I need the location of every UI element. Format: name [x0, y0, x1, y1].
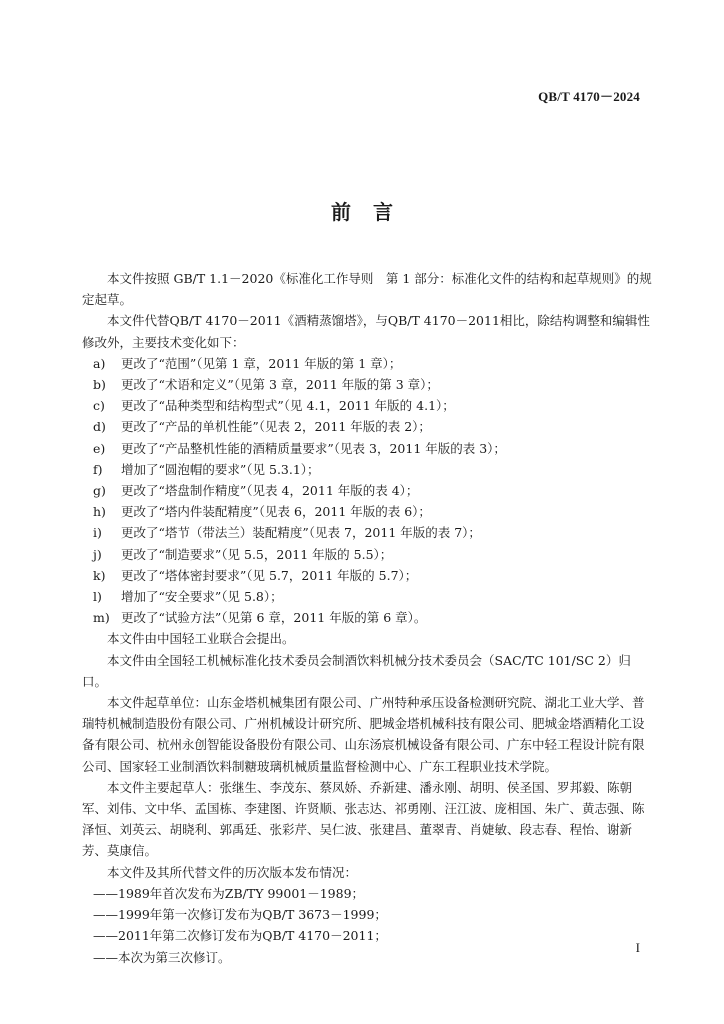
changes-list	[82, 353, 654, 629]
list-item-label: m)	[93, 610, 110, 626]
list-item-text: 更改了“塔体密封要求”（见 5.7，2011 年版的 5.7）；	[121, 567, 418, 583]
list-item	[82, 544, 654, 565]
page-number: I	[635, 940, 640, 955]
history-heading: 本文件及其所代替文件的历次版本发布情况：	[107, 864, 358, 880]
list-item	[82, 501, 654, 522]
list-item-label: f)	[93, 461, 103, 477]
list-item-label: j)	[93, 546, 102, 562]
list-item	[82, 395, 654, 416]
list-item	[82, 522, 654, 543]
list-item-label: l)	[93, 589, 102, 605]
list-item-text: 更改了“范围”（见第 1 章，2011 年版的第 1 章）；	[121, 355, 402, 371]
list-item	[82, 480, 654, 501]
list-item-label: c)	[93, 398, 105, 414]
history-item: ——1989年首次发布为ZB/TY 99001－1989；	[93, 885, 365, 901]
list-item-label: k)	[93, 567, 106, 583]
list-item-label: i)	[93, 525, 102, 541]
page-title: 前言	[331, 200, 415, 224]
intro-paragraph: 本文件代替QB/T 4170－2011《酒精蒸馏塔》，与QB/T 4170－2011相比，除结构调整和编辑性修改外，主要技术变化如下：	[82, 313, 650, 350]
list-item	[82, 459, 654, 480]
history-item: ——本次为第三次修订。	[93, 949, 231, 965]
list-item	[82, 565, 654, 586]
list-item	[82, 607, 654, 628]
list-item-text: 更改了“术语和定义”（见第 3 章，2011 年版的第 3 章）；	[121, 377, 439, 393]
list-item	[82, 374, 654, 395]
drafters-paragraph: 本文件主要起草人：张继生、李茂东、蔡凤娇、乔新建、潘永刚、胡明、侯圣国、罗邦毅、陈朝军、刘伟、文中华、孟国栋、李建图、许贤顺、张志达、祁勇刚、汪江波、庞相国、朱广、黄志强、陈泽恒、刘英云、胡晓利、郭禹廷、张彩芹、吴仁波、张建昌、董翠青、肖婕敏、段志春、程怡、谢新芳、莫康信。	[82, 779, 645, 859]
list-item-text: 增加了“安全要求”（见 5.8）；	[121, 589, 283, 605]
list-item-label: e)	[93, 440, 106, 456]
list-item-text: 更改了“产品整机性能的酒精质量要求”（见表 3，2011 年版的表 3）；	[121, 440, 506, 456]
list-item-text: 更改了“制造要求”（见 5.5，2011 年版的 5.5）；	[121, 546, 393, 562]
intro-paragraph: 本文件按照 GB/T 1.1－2020《标准化工作导则 第 1 部分：标准化文件的结构和起草规则》的规定起草。	[82, 271, 652, 308]
list-item-label: g)	[93, 483, 106, 499]
history-item: ——2011年第二次修订发布为QB/T 4170－2011；	[93, 928, 387, 944]
list-item	[82, 353, 654, 374]
list-item-label: d)	[93, 419, 106, 435]
list-item	[82, 416, 654, 437]
list-item-text: 更改了“产品的单机性能”（见表 2，2011 年版的表 2）；	[121, 419, 431, 435]
list-item	[82, 438, 654, 459]
list-item-text: 更改了“塔节（带法兰）装配精度”（见表 7，2011 年版的表 7）；	[121, 525, 481, 541]
foreword-content	[82, 268, 654, 968]
list-item-text: 更改了“塔盘制作精度”（见表 4，2011 年版的表 4）；	[121, 483, 419, 499]
list-item-label: h)	[93, 504, 106, 520]
drafting-units-paragraph: 本文件起草单位：山东金塔机械集团有限公司、广州特种承压设备检测研究院、湖北工业大学、普瑞特机械制造股份有限公司、广州机械设计研究所、肥城金塔机械科技有限公司、肥城金塔酒精化工设备有限公司、杭州永创智能设备股份有限公司、山东汤宸机械设备有限公司、广东中轻工程设计院有限公司、国家轻工业制酒饮料制糖玻璃机械质量监督检测中心、广东工程职业技术学院。	[82, 695, 645, 774]
proposer-paragraph: 本文件由中国轻工业联合会提出。	[107, 631, 295, 647]
history-item: ——1999年第一次修订发布为QB/T 3673－1999；	[93, 907, 387, 923]
list-item-text: 更改了“试验方法”（见第 6 章，2011 年版的第 6 章）。	[121, 610, 427, 626]
list-item	[82, 586, 654, 607]
list-item-label: a)	[93, 355, 106, 371]
committee-paragraph: 本文件由全国轻工机械标准化技术委员会制酒饮料机械分技术委员会（SAC/TC 101/SC 2）归口。	[82, 652, 631, 689]
list-item-label: b)	[93, 377, 106, 393]
list-item-text: 增加了“圆泡帽的要求”（见 5.3.1）；	[121, 461, 320, 477]
list-item-text: 更改了“塔内件装配精度”（见表 6，2011 年版的表 6）；	[121, 504, 431, 520]
list-item-text: 更改了“品种类型和结构型式”（见 4.1，2011 年版的 4.1）；	[121, 398, 455, 414]
standard-number: QB/T 4170－2024	[538, 89, 640, 104]
